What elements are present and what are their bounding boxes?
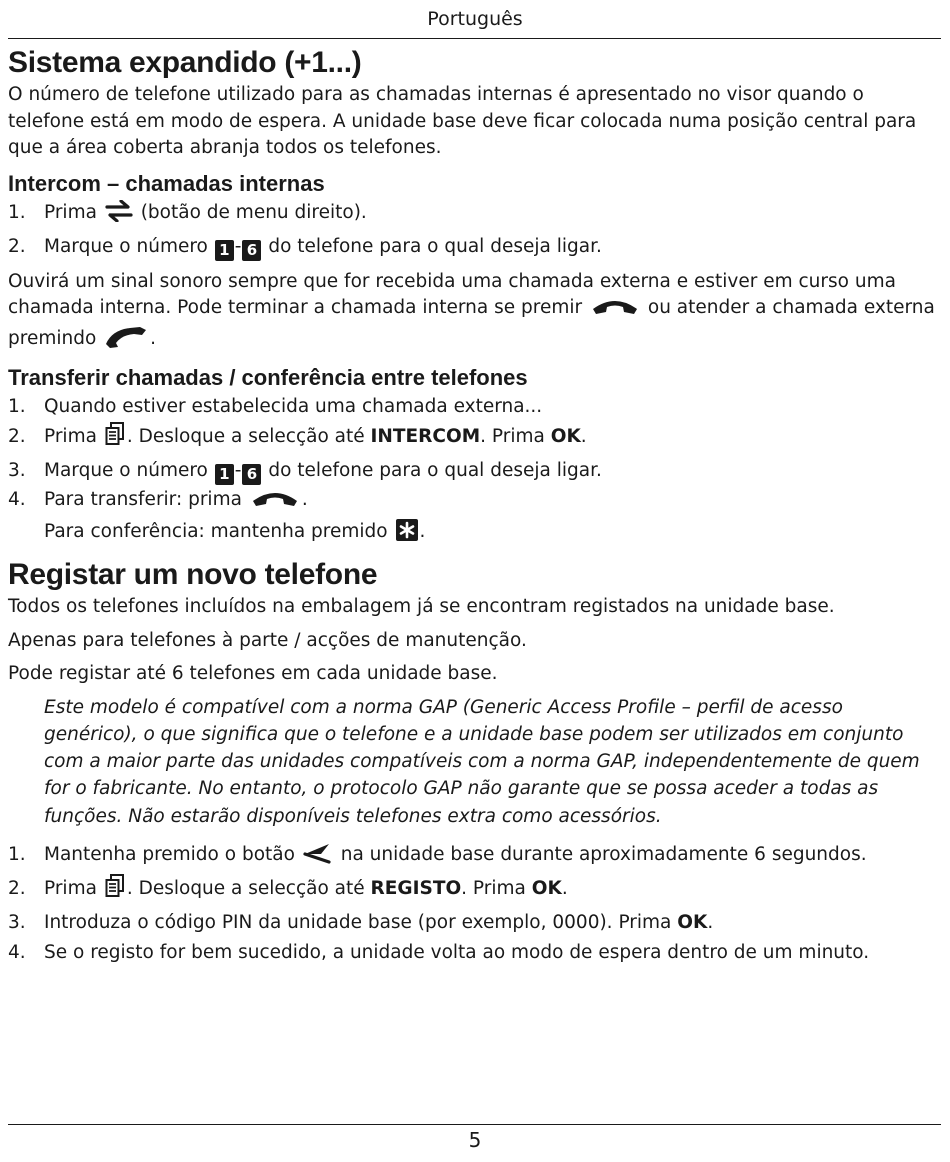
end-call-handset-icon xyxy=(590,297,640,326)
list-item: 1. Mantenha premido o botão na unidade base durante aproximadamente 6 segundos. xyxy=(8,840,938,874)
end-call-handset-icon xyxy=(250,489,300,518)
expanded-system-intro: O número de telefone utilizado para as chamadas internas é apresentado no visor quando o telefone está em modo de espera. A unidade base deve ficar colocada numa posição central para que a área coberta abranja todos os telefones. xyxy=(8,84,917,158)
key-6-icon: 6 xyxy=(242,240,261,261)
register-p2: Apenas para telefones à parte / acções de manutenção. xyxy=(8,629,527,651)
gap-compatibility-note: Este modelo é compatível com a norma GAP (Generic Access Profile – perfil de acesso genérico), o que significa que o telefone e a unidade base podem ser utilizados em conjunto com a maior parte das unidades compatíveis com a norma GAP, independentemente de quem for o fabricante. No entanto, o protocolo GAP não garante que se possa aceder a todas as funções. Não estarão disponíveis telefones extra como acessórios. xyxy=(44,696,920,827)
section-title-register: Registar um novo telefone xyxy=(8,558,378,591)
list-item: 2. Marque o número 1 - 6 do telefone para o qual deseja ligar. xyxy=(8,235,602,259)
intercom-arrows-icon xyxy=(105,200,133,232)
register-p1: Todos os telefones incluídos na embalagem já se encontram registados na unidade base. xyxy=(8,596,835,617)
footer-rule xyxy=(8,1124,941,1125)
key-1-icon: 1 xyxy=(215,464,234,485)
menu-list-icon xyxy=(105,422,125,456)
language-header: Português xyxy=(427,8,523,30)
intercom-steps xyxy=(8,198,938,262)
list-item: 3. Introduza o código PIN da unidade base (por exemplo, 0000). Prima OK. xyxy=(8,911,714,933)
list-item: 4. Se o registo for bem sucedido, a unidade volta ao modo de espera dentro de um minuto. xyxy=(8,941,870,963)
section-title-transfer: Transferir chamadas / conferência entre telefones xyxy=(8,365,528,390)
section-title-expanded-system: Sistema expandido (+1...) xyxy=(8,46,362,79)
register-p3: Pode registar até 6 telefones em cada unidade base. xyxy=(8,663,498,684)
intercom-paragraph: Ouvirá um sinal sonoro sempre que for recebida uma chamada externa e estiver em curso uma chamada interna. Pode terminar a chamada interna se premir ou atender a chamada externa premindo . xyxy=(8,269,938,357)
key-1-icon: 1 xyxy=(215,240,234,261)
list-item: 3. Marque o número 1 - 6 do telefone para o qual deseja ligar. xyxy=(8,460,602,483)
page-content xyxy=(8,44,938,968)
star-key-icon xyxy=(396,519,418,550)
page-number: 5 xyxy=(468,1128,482,1152)
transfer-steps xyxy=(8,392,938,550)
register-steps xyxy=(8,840,938,968)
base-paging-icon xyxy=(303,842,333,874)
list-item: 1. Prima (botão de menu direito). xyxy=(8,198,938,232)
list-item: 4. Para transferir: prima . Para conferência: mantenha premido . xyxy=(8,486,938,550)
list-item: 1. Quando estiver estabelecida uma chamada externa... xyxy=(8,396,543,417)
menu-list-icon xyxy=(105,874,125,908)
call-handset-icon xyxy=(104,326,148,357)
list-item: 2. Prima . Desloque a selecção até REGISTO. Prima OK. xyxy=(8,874,938,908)
list-item: 2. Prima . Desloque a selecção até INTERCOM. Prima OK. xyxy=(8,422,938,456)
section-title-intercom: Intercom – chamadas internas xyxy=(8,170,325,196)
header-rule xyxy=(8,38,941,39)
key-6-icon: 6 xyxy=(242,464,261,485)
